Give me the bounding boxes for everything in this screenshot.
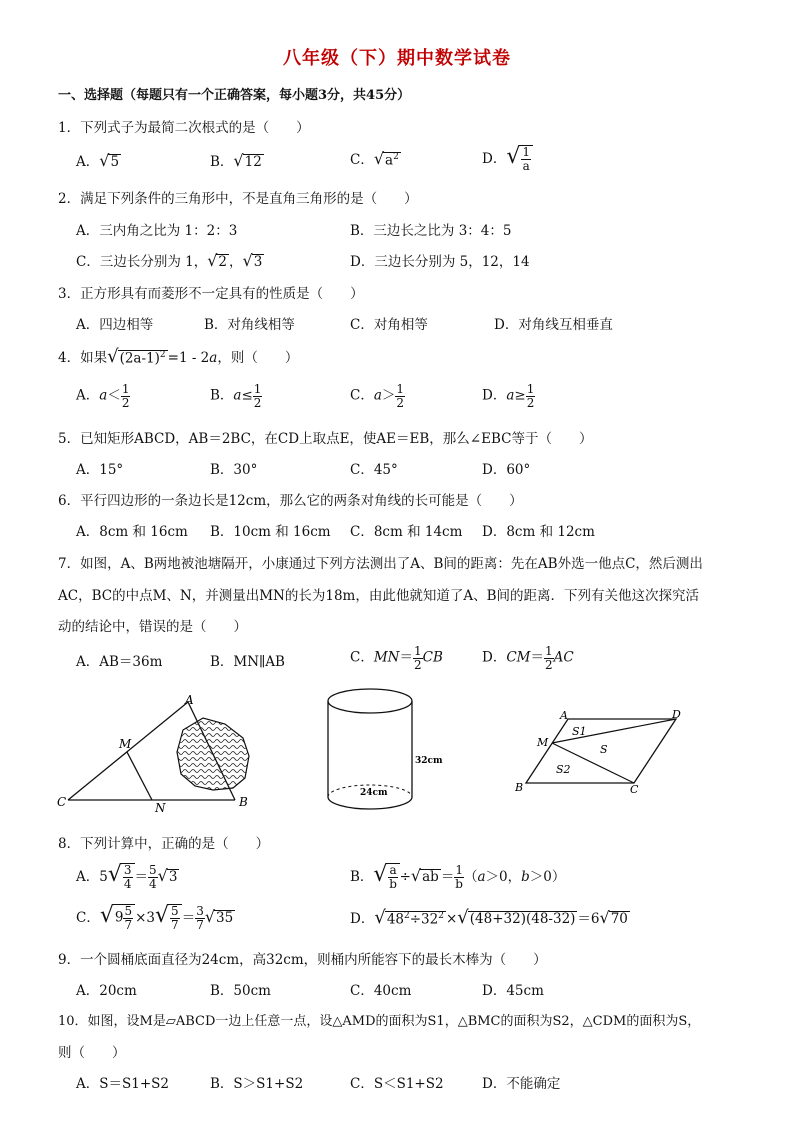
q4-option-a: A．a＜ $\frac{1}{2}$ bbox=[76, 382, 130, 410]
q10-option-c: C．S＜S1+S2 bbox=[350, 1076, 444, 1092]
q8-option-c: C．√9 $\frac{5}{7}$ ×3√ $\frac{5}{7}$ ＝ $\frac{3}{7}$ √35 bbox=[76, 903, 234, 932]
q4-option-b: B．a≤ $\frac{1}{2}$ bbox=[210, 382, 262, 410]
q2-option-a: A．三内角之比为 1：2：3 bbox=[76, 223, 238, 239]
q2-option-d: D．三边长分别为 5，12，14 bbox=[350, 254, 530, 270]
q1-stem: 1．下列式子为最简二次根式的是（ ） bbox=[58, 120, 310, 136]
q2-option-b: B．三边长之比为 3：4：5 bbox=[350, 223, 512, 239]
q1-option-c: C．$√a^2$ bbox=[350, 149, 399, 168]
q6-stem: 6．平行四边形的一条边长是12cm，那么它的两条对角线的长可能是（ ） bbox=[58, 493, 523, 509]
q9-option-c: C．40cm bbox=[350, 983, 412, 999]
fig1-label-n: N bbox=[155, 801, 166, 815]
q10-option-d: D．不能确定 bbox=[482, 1076, 561, 1092]
q10-option-b: B．S＞S1+S2 bbox=[210, 1076, 304, 1092]
q4-option-c: C．a＞ $\frac{1}{2}$ bbox=[350, 382, 405, 410]
q8-option-a: A．5√ $\frac{3}{4}$ ＝ $\frac{5}{4}$ √3 bbox=[76, 862, 178, 891]
q9-option-d: D．45cm bbox=[482, 983, 544, 999]
fig2-height-label: 32cm bbox=[415, 756, 443, 766]
fig1-label-m: M bbox=[119, 737, 132, 751]
q9-stem: 9．一个圆桶底面直径为24cm，高32cm，则桶内所能容下的最长木棒为（ ） bbox=[58, 952, 547, 968]
fig1-label-c: C bbox=[57, 795, 67, 809]
fig3-label-s2: S2 bbox=[556, 763, 571, 776]
q10-line2: 则（ ） bbox=[58, 1045, 126, 1061]
fig2-circ-label: 24cm bbox=[360, 788, 388, 798]
fig3-label-m: M bbox=[537, 736, 549, 749]
q8-option-d: D．$√48^2\div 32^2 \times√(48+32)(48-32) =6√70$ bbox=[350, 907, 628, 928]
fig3-label-d: D bbox=[672, 708, 681, 721]
fig3-label-b: B bbox=[515, 781, 524, 794]
q2-option-c: C．三边长分别为 1，√2 ，√3 bbox=[76, 251, 263, 270]
q9-option-b: B．50cm bbox=[210, 983, 271, 999]
q5-option-a: A．15° bbox=[76, 462, 124, 478]
q3-option-b: B．对角线相等 bbox=[204, 317, 295, 333]
fig3-label-s1: S1 bbox=[572, 725, 587, 738]
fig3-label-s: S bbox=[600, 743, 608, 756]
q6-option-a: A．8cm 和 16cm bbox=[76, 524, 188, 540]
figure-triangle-pond bbox=[55, 690, 270, 815]
q5-option-c: C．45° bbox=[350, 462, 398, 478]
page-title: 八年级（下）期中数学试卷 bbox=[283, 48, 511, 69]
figure-cylinder bbox=[320, 685, 450, 817]
q7-option-b: B．MN∥AB bbox=[210, 654, 285, 670]
section-heading: 一、选择题（每题只有一个正确答案，每小题3分，共45分） bbox=[58, 88, 411, 103]
q7-option-c: C．MN＝ $\frac{1}{2}$ CB bbox=[350, 644, 443, 672]
fig3-label-a: A bbox=[560, 709, 568, 722]
q3-option-c: C．对角相等 bbox=[350, 317, 428, 333]
q5-option-b: B．30° bbox=[210, 462, 258, 478]
q10-line1: 10．如图，设M是▱ABCD一边上任意一点，设△AMD的面积为S1，△BMC的面积为S2，△CDM的面积为S， bbox=[58, 1014, 701, 1029]
q6-option-c: C．8cm 和 14cm bbox=[350, 524, 463, 540]
q9-option-a: A．20cm bbox=[76, 983, 137, 999]
q3-option-d: D．对角线互相垂直 bbox=[494, 317, 613, 333]
q7-line3: 动的结论中，错误的是（ ） bbox=[58, 619, 247, 635]
q7-line1: 7．如图，A、B两地被池塘隔开，小康通过下列方法测出了A、B间的距离：先在AB外选一他点C，然后测出 bbox=[58, 556, 703, 572]
q1-option-d: D．√ $\frac{1}{a}$ bbox=[482, 144, 533, 173]
q8-stem: 8．下列计算中，正确的是（ ） bbox=[58, 836, 270, 852]
q4-option-d: D．a≥ $\frac{1}{2}$ bbox=[482, 382, 535, 410]
fig3-label-c: C bbox=[630, 783, 639, 796]
q3-option-a: A．四边相等 bbox=[76, 317, 154, 333]
q1-option-a: A．√5 bbox=[76, 151, 120, 170]
q5-option-d: D．60° bbox=[482, 462, 531, 478]
q6-option-b: B．10cm 和 16cm bbox=[210, 524, 331, 540]
fig1-label-a: A bbox=[185, 693, 194, 707]
q3-stem: 3．正方形具有而菱形不一定具有的性质是（ ） bbox=[58, 286, 364, 302]
q1-option-b: B．√12 bbox=[210, 151, 262, 170]
q8-option-b: B．√ $\frac{a}{b}$ ÷√ab ＝ $\frac{1}{b}$ （a＞0，b＞0） bbox=[350, 862, 566, 891]
q10-option-a: A．S＝S1+S2 bbox=[76, 1076, 169, 1092]
q5-stem: 5．已知矩形ABCD，AB＝2BC，在CD上取点E，使AE＝EB，那么∠EBC等于（ ） bbox=[58, 431, 593, 447]
fig1-label-b: B bbox=[239, 795, 248, 809]
q7-option-d: D．CM＝ $\frac{1}{2}$ AC bbox=[482, 644, 574, 672]
q7-option-a: A．AB＝36m bbox=[76, 654, 163, 670]
figure-parallelogram bbox=[508, 705, 688, 800]
q7-line2: AC，BC的中点M、N，并测量出MN的长为18m，由此他就知道了A、B间的距离．下列有关他这次探究活 bbox=[58, 588, 699, 604]
q2-stem: 2．满足下列条件的三角形中，不是直角三角形的是（ ） bbox=[58, 191, 418, 207]
q6-option-d: D．8cm 和 12cm bbox=[482, 524, 595, 540]
q4-stem: 4．如果$√(2a-1)^2 =1 - 2a$，则（ ） bbox=[58, 346, 299, 367]
